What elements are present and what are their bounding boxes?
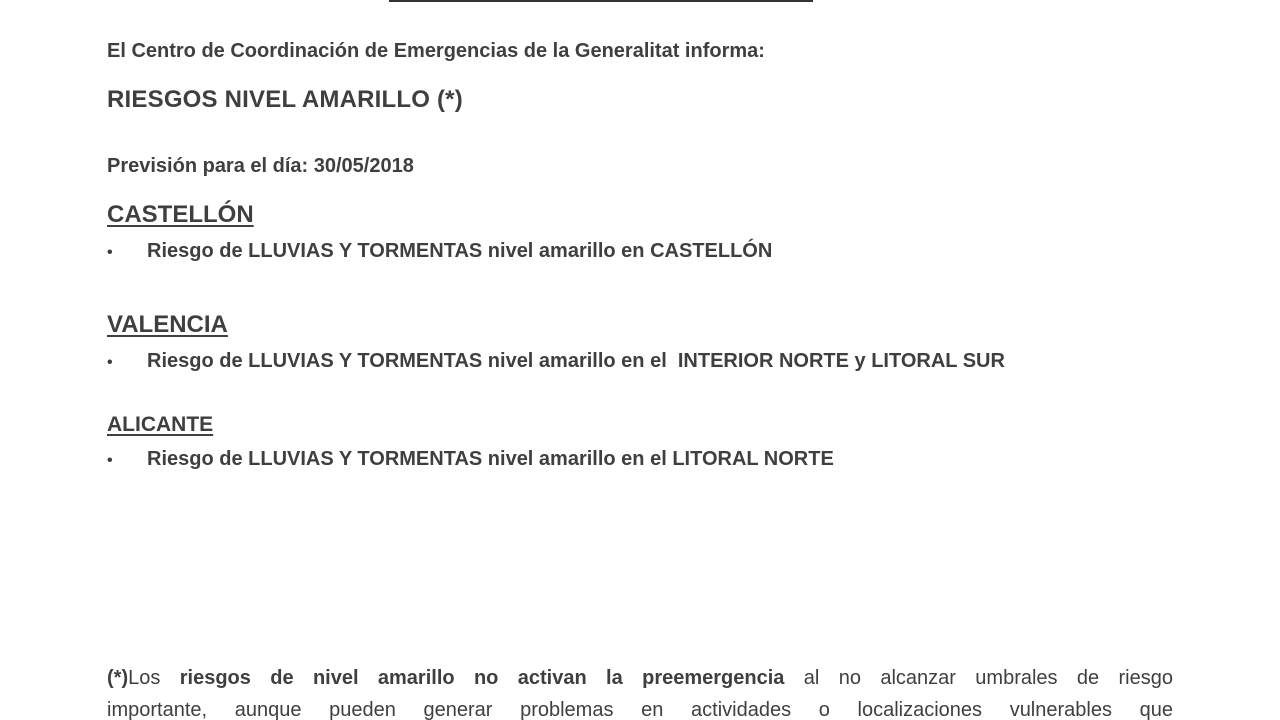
- header-box-divider: [641, 0, 643, 2]
- footnote-pre: Los: [128, 667, 180, 689]
- risk-item-alicante: [107, 448, 834, 471]
- footnote-line2: importante, aunque pueden generar problemas en actividades o localizaciones vulnerables que: [107, 699, 1173, 720]
- province-heading-alicante: ALICANTE: [107, 413, 214, 436]
- province-heading-castellon: CASTELLÓN: [107, 201, 254, 228]
- bullet-icon: •: [107, 244, 113, 261]
- forecast-date: Previsión para el día: 30/05/2018: [107, 155, 414, 177]
- header-box: [389, 0, 813, 2]
- bullet-icon: •: [107, 452, 113, 469]
- risk-text: Riesgo de LLUVIAS Y TORMENTAS nivel amarillo en el INTERIOR NORTE y LITORAL SUR: [147, 350, 1005, 372]
- risk-text: Riesgo de LLUVIAS Y TORMENTAS nivel amarillo en CASTELLÓN: [147, 240, 773, 262]
- risk-text: Riesgo de LLUVIAS Y TORMENTAS nivel amarillo en el LITORAL NORTE: [147, 448, 834, 470]
- page-title: RIESGOS NIVEL AMARILLO (*): [107, 86, 463, 113]
- footnote-post: al no alcanzar umbrales de riesgo: [784, 667, 1173, 689]
- bullet-icon: •: [107, 354, 113, 371]
- intro-text: El Centro de Coordinación de Emergencias de la Generalitat informa:: [107, 40, 765, 62]
- risk-item-valencia: [107, 350, 1005, 373]
- risk-item-castellon: [107, 240, 772, 263]
- footnote-bold: riesgos de nivel amarillo no activan la preemergencia: [179, 667, 785, 689]
- footnote: [107, 662, 1173, 720]
- footnote-mark: (*): [107, 667, 129, 689]
- province-heading-valencia: VALENCIA: [107, 311, 228, 338]
